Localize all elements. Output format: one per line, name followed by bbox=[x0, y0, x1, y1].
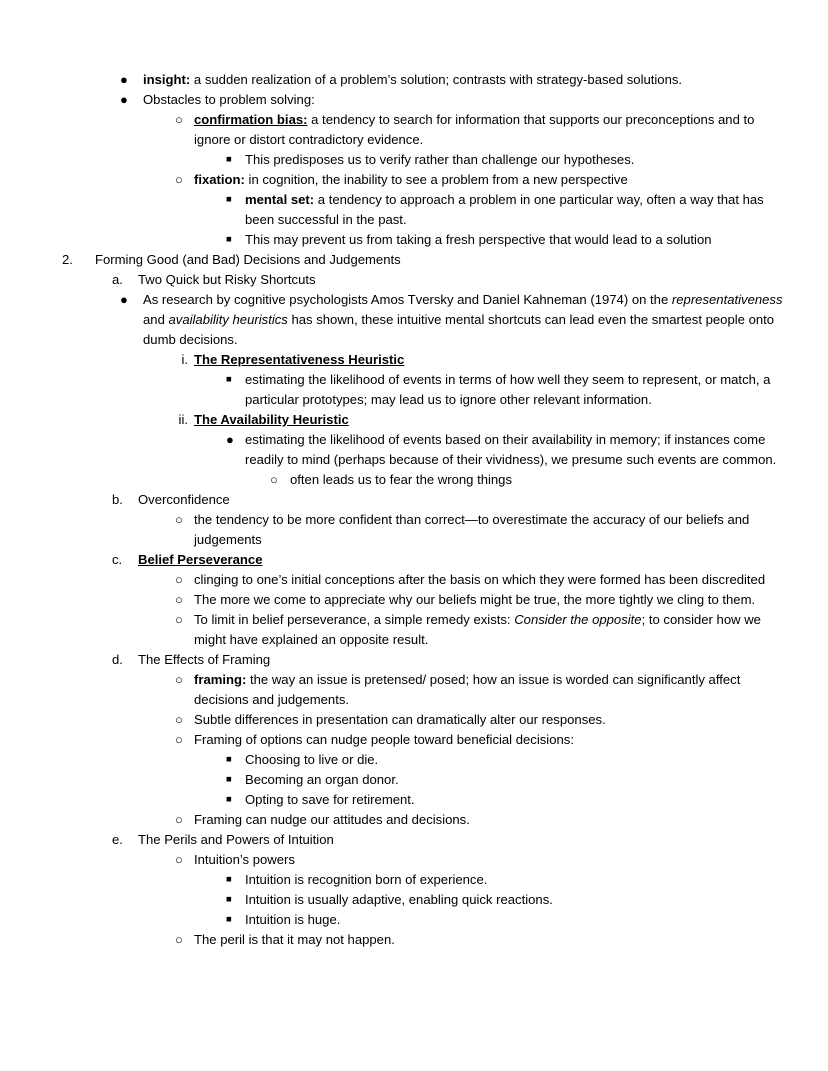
outline-content bbox=[40, 70, 788, 950]
list-item-text: The more we come to appreciate why our beliefs might be true, the more tightly we cling to them. bbox=[194, 592, 756, 607]
list-item bbox=[40, 750, 788, 770]
research-italic-representativeness: representativeness bbox=[671, 292, 783, 307]
list-item-text bbox=[143, 70, 788, 90]
remedy-italic-phrase: Consider the opposite bbox=[514, 612, 642, 627]
list-item-text: Becoming an organ donor. bbox=[245, 772, 399, 787]
list-item bbox=[40, 230, 788, 250]
list-item-text bbox=[194, 610, 788, 650]
list-roman-numeral: ii. bbox=[178, 412, 188, 427]
bullet-circle-icon: ○ bbox=[175, 932, 183, 947]
term-label: fixation: bbox=[194, 172, 245, 187]
bullet-square-icon: ■ bbox=[226, 194, 232, 205]
list-item bbox=[40, 430, 788, 470]
list-item bbox=[40, 90, 788, 110]
list-item bbox=[40, 250, 788, 270]
list-item bbox=[40, 510, 788, 550]
bullet-square-icon: ■ bbox=[226, 874, 232, 885]
list-item-text: Intuition is recognition born of experience. bbox=[245, 872, 488, 887]
term-label: framing: bbox=[194, 672, 247, 687]
list-item bbox=[40, 910, 788, 930]
bullet-circle-icon: ○ bbox=[175, 712, 183, 727]
bullet-circle-icon: ○ bbox=[175, 172, 183, 187]
list-letter: a. bbox=[112, 272, 123, 287]
bullet-square-icon: ■ bbox=[226, 754, 232, 765]
bullet-circle-icon: ○ bbox=[175, 672, 183, 687]
list-item bbox=[40, 830, 788, 850]
bullet-circle-icon: ○ bbox=[175, 612, 183, 627]
list-roman-numeral: i. bbox=[181, 352, 188, 367]
list-item-text: the tendency to be more confident than correct—to overestimate the accuracy of our beliefs and judgements bbox=[194, 512, 750, 547]
bullet-square-icon: ■ bbox=[226, 914, 232, 925]
bullet-circle-icon: ○ bbox=[175, 512, 183, 527]
bullet-circle-icon: ○ bbox=[175, 572, 183, 587]
list-item-text bbox=[143, 290, 788, 350]
research-italic-availability: availability heuristics bbox=[168, 312, 288, 327]
bullet-circle-icon: ○ bbox=[175, 812, 183, 827]
list-item-text: Intuition’s powers bbox=[194, 852, 295, 867]
list-item bbox=[40, 650, 788, 670]
list-item bbox=[40, 150, 788, 170]
list-item-text: often leads us to fear the wrong things bbox=[290, 472, 513, 487]
term-definition: a sudden realization of a problem’s solution; contrasts with strategy-based solutions. bbox=[190, 72, 683, 87]
list-item-text bbox=[194, 670, 788, 710]
list-item-text: Intuition is usually adaptive, enabling quick reactions. bbox=[245, 892, 553, 907]
list-item bbox=[40, 490, 788, 510]
list-item bbox=[40, 190, 788, 230]
list-item-text: Subtle differences in presentation can dramatically alter our responses. bbox=[194, 712, 606, 727]
bullet-circle-icon: ○ bbox=[270, 472, 278, 487]
term-definition: a tendency to search for information that supports our preconceptions and to ignore or distort contradictory evidence. bbox=[194, 112, 755, 147]
list-item-text: This may prevent us from taking a fresh perspective that would lead to a solution bbox=[245, 232, 712, 247]
term-definition: the way an issue is pretensed/ posed; how an issue is worded can significantly affect decisions and judgements. bbox=[194, 672, 741, 707]
list-item-text: This predisposes us to verify rather than challenge our hypotheses. bbox=[245, 152, 635, 167]
list-item-text: estimating the likelihood of events based on their availability in memory; if instances come readily to mind (perhaps because of their vividness), we presume such events are common. bbox=[245, 432, 777, 467]
bullet-disc-icon: ● bbox=[120, 92, 128, 107]
list-item bbox=[40, 170, 788, 190]
section-title: Forming Good (and Bad) Decisions and Judgements bbox=[95, 252, 401, 267]
bullet-circle-icon: ○ bbox=[175, 852, 183, 867]
bullet-disc-icon: ● bbox=[120, 72, 128, 87]
list-item bbox=[40, 110, 788, 150]
list-item-text: Framing can nudge our attitudes and decisions. bbox=[194, 812, 470, 827]
bullet-square-icon: ■ bbox=[226, 774, 232, 785]
list-item bbox=[40, 670, 788, 710]
remedy-text-part1: To limit in belief perseverance, a simple remedy exists: bbox=[194, 612, 515, 627]
bullet-square-icon: ■ bbox=[226, 894, 232, 905]
bullet-square-icon: ■ bbox=[226, 234, 232, 245]
list-item-text: Framing of options can nudge people toward beneficial decisions: bbox=[194, 732, 574, 747]
list-letter: b. bbox=[112, 492, 123, 507]
bullet-disc-icon: ● bbox=[120, 292, 128, 307]
subsection-title: The Representativeness Heuristic bbox=[194, 352, 405, 367]
list-letter: e. bbox=[112, 832, 123, 847]
list-item-text: Belief Perseverance bbox=[138, 552, 263, 567]
list-item-text bbox=[194, 170, 788, 190]
bullet-circle-icon: ○ bbox=[175, 732, 183, 747]
list-item bbox=[40, 930, 788, 950]
list-item bbox=[40, 350, 788, 370]
list-item-text: Overconfidence bbox=[138, 492, 230, 507]
list-item-text: estimating the likelihood of events in terms of how well they seem to represent, or match, a particular prototypes; may lead us to ignore other relevant information. bbox=[245, 372, 771, 407]
list-item-text: The peril is that it may not happen. bbox=[194, 932, 395, 947]
list-item bbox=[40, 590, 788, 610]
list-item-text: Opting to save for retirement. bbox=[245, 792, 415, 807]
list-item bbox=[40, 470, 788, 490]
list-item-text: The Perils and Powers of Intuition bbox=[138, 832, 334, 847]
bullet-circle-icon: ○ bbox=[175, 112, 183, 127]
list-item-text bbox=[245, 190, 788, 230]
list-item bbox=[40, 890, 788, 910]
term-label: mental set: bbox=[245, 192, 315, 207]
subsection-title: The Availability Heuristic bbox=[194, 412, 349, 427]
list-letter: c. bbox=[112, 552, 123, 567]
research-text-part2: and bbox=[143, 312, 169, 327]
bullet-disc-icon: ● bbox=[226, 432, 234, 447]
bullet-circle-icon: ○ bbox=[175, 592, 183, 607]
term-label: insight: bbox=[143, 72, 191, 87]
list-item bbox=[40, 290, 788, 350]
list-item-text: clinging to one’s initial conceptions after the basis on which they were formed has been discredited bbox=[194, 572, 766, 587]
research-text-part3: has shown, these intuitive mental shortcuts can lead even the smartest people onto dumb decisions. bbox=[143, 312, 775, 347]
list-item bbox=[40, 710, 788, 730]
list-item bbox=[40, 790, 788, 810]
list-item bbox=[40, 270, 788, 290]
list-item-text: Choosing to live or die. bbox=[245, 752, 379, 767]
list-letter: d. bbox=[112, 652, 123, 667]
list-item-text: The Effects of Framing bbox=[138, 652, 271, 667]
term-definition: in cognition, the inability to see a problem from a new perspective bbox=[244, 172, 628, 187]
list-item bbox=[40, 550, 788, 570]
list-item bbox=[40, 570, 788, 590]
list-item bbox=[40, 810, 788, 830]
research-text-part1: As research by cognitive psychologists Amos Tversky and Daniel Kahneman (1974) on the bbox=[143, 292, 672, 307]
list-item bbox=[40, 850, 788, 870]
bullet-square-icon: ■ bbox=[226, 374, 232, 385]
list-item bbox=[40, 870, 788, 890]
list-item bbox=[40, 410, 788, 430]
list-item bbox=[40, 70, 788, 90]
bullet-square-icon: ■ bbox=[226, 794, 232, 805]
list-item-text: Two Quick but Risky Shortcuts bbox=[138, 272, 316, 287]
list-item-text: Intuition is huge. bbox=[245, 912, 341, 927]
bullet-square-icon: ■ bbox=[226, 154, 232, 165]
list-item-text bbox=[194, 110, 788, 150]
list-item-text: Obstacles to problem solving: bbox=[143, 92, 315, 107]
term-label: confirmation bias: bbox=[194, 112, 308, 127]
list-number: 2. bbox=[62, 252, 73, 267]
term-definition: a tendency to approach a problem in one particular way, often a way that has been successful in the past. bbox=[245, 192, 764, 227]
list-item bbox=[40, 610, 788, 650]
list-item bbox=[40, 370, 788, 410]
list-item bbox=[40, 730, 788, 750]
list-item bbox=[40, 770, 788, 790]
remedy-text-part2: ; to consider how we might have explained an opposite result. bbox=[194, 612, 761, 647]
